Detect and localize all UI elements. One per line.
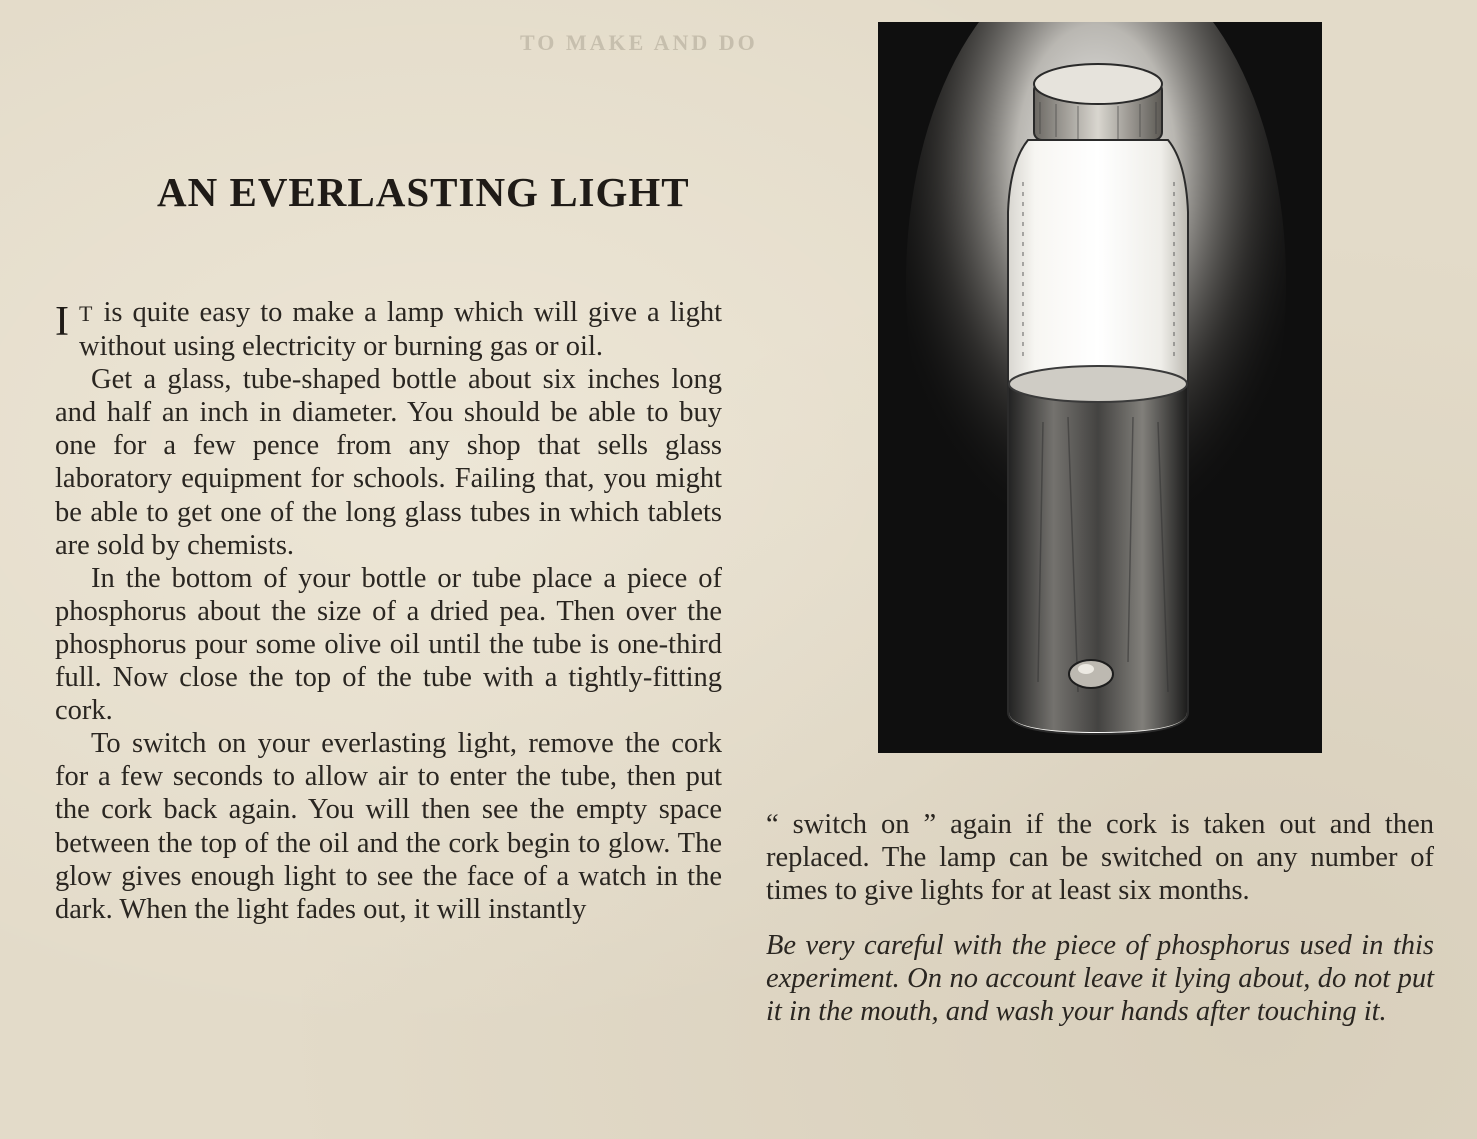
phosphorus-piece bbox=[1069, 660, 1113, 688]
oil-surface bbox=[1009, 366, 1187, 402]
drop-cap: I bbox=[55, 299, 69, 345]
warning-paragraph: Be very careful with the piece of phosphorus used in this experiment. On no account leave it lying about, do not put it in the mouth, and wash your hands after touching it. bbox=[766, 930, 1434, 1028]
right-column bbox=[766, 808, 1434, 1029]
bottle-illustration-svg bbox=[878, 22, 1322, 753]
bottle-cap bbox=[1034, 64, 1162, 140]
paragraph-bottle: Get a glass, tube-shaped bottle about six inches long and half an inch in diameter. You should be able to buy one for a few pence from any shop that sells glass laboratory equipment for schools. Failing that, you might be able to get one of the long glass tubes in which tablets are sold by chemists. bbox=[55, 364, 722, 561]
intro-paragraph bbox=[55, 296, 722, 363]
article-title: AN EVERLASTING LIGHT bbox=[157, 169, 690, 215]
paragraph-continuation: “ switch on ” again if the cork is taken out and then replaced. The lamp can be switched on any number of times to give lights for at least six months. bbox=[766, 809, 1434, 907]
paragraph-phosphorus: In the bottom of your bottle or tube place a piece of phosphorus about the size of a dried pea. Then over the phosphorus pour some olive oil until the tube is one-third full. Now close the top of the tube with a tightly-fitting cork. bbox=[55, 562, 722, 727]
bleed-through-header: TO MAKE AND DO bbox=[520, 30, 758, 55]
paragraph-switch-on: To switch on your everlasting light, remove the cork for a few seconds to allow air to enter the tube, then put the cork back again. You will then see the empty space between the top of the oil and the cork begin to glow. The glow gives enough light to see the face of a watch in the dark. When the light fades out, it will instantly bbox=[55, 728, 722, 925]
phosphorus-highlight bbox=[1078, 664, 1094, 674]
glowing-bottle-illustration bbox=[878, 22, 1322, 753]
intro-smallcap: T bbox=[79, 301, 94, 326]
left-column bbox=[55, 296, 722, 926]
intro-text: is quite easy to make a lamp which will give a light without using electricity or burning gas or oil. bbox=[79, 297, 722, 363]
